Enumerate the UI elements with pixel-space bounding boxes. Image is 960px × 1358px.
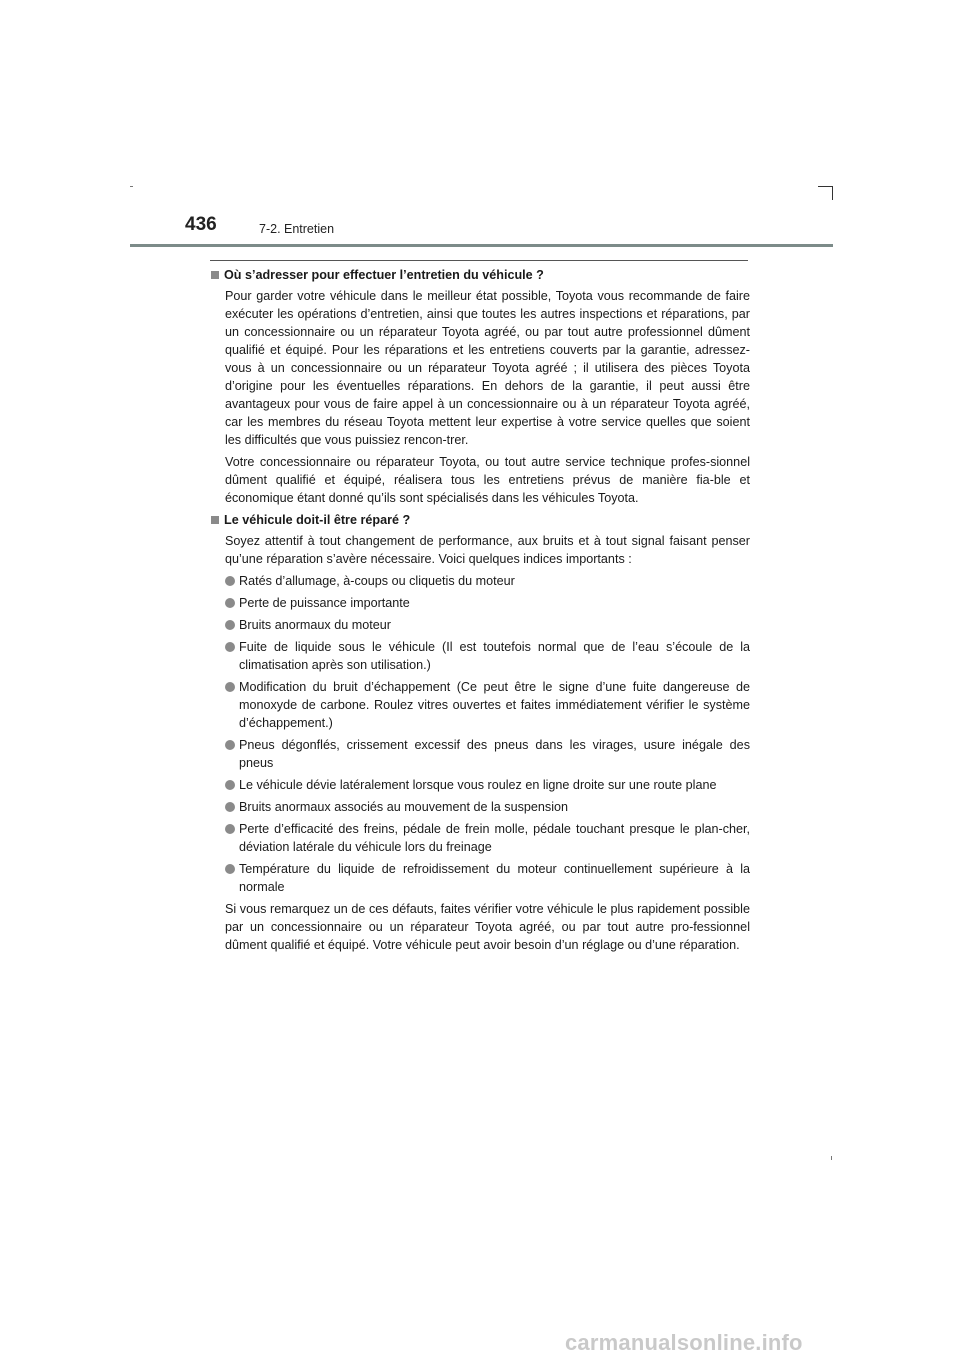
paragraph: Si vous remarquez un de ces défauts, faites vérifier votre véhicule le plus rapidement possible par un concessionnaire ou un réparateur Toyota agréé, ou par tout autre pro-fessionnel dûment qualifié et équipé. Votre véhicule peut avoir besoin d’un réglage ou d’une réparation. bbox=[225, 902, 750, 952]
crop-tick-right bbox=[831, 1156, 832, 1160]
section-heading-text: Où s’adresser pour effectuer l’entretien du véhicule ? bbox=[224, 268, 544, 282]
circle-bullet-icon bbox=[225, 576, 235, 586]
square-icon bbox=[211, 271, 219, 279]
crop-mark-horizontal bbox=[818, 186, 832, 187]
list-item-text: Température du liquide de refroidissement du moteur continuellement supérieure à la normale bbox=[239, 862, 750, 894]
list-item-text: Perte de puissance importante bbox=[239, 596, 410, 610]
paragraph: Votre concessionnaire ou réparateur Toyota, ou tout autre service technique profes-sionnel dûment qualifié et équipé, réalisera tous les entretiens prévus de manière fia-ble et économique étant donné qu’ils sont spécialisés dans les véhicules Toyota. bbox=[225, 455, 750, 505]
list-item-text: Fuite de liquide sous le véhicule (Il est toutefois normal que de l’eau s’écoule de la climatisation après son utilisation.) bbox=[239, 640, 750, 672]
page-content bbox=[210, 266, 750, 958]
circle-bullet-icon bbox=[225, 802, 235, 812]
list-item bbox=[225, 736, 750, 772]
list-item-text: Modification du bruit d’échappement (Ce peut être le signe d’une fuite dangereuse de monoxyde de carbone. Roulez vitres ouvertes et faites immédiatement vérifier le système d’échappement.) bbox=[239, 680, 750, 730]
list-item bbox=[225, 678, 750, 732]
circle-bullet-icon bbox=[225, 740, 235, 750]
list-item bbox=[225, 776, 750, 794]
page-number: 436 bbox=[185, 214, 217, 235]
section-heading-text: Le véhicule doit-il être réparé ? bbox=[224, 513, 411, 527]
list-item-text: Bruits anormaux du moteur bbox=[239, 618, 391, 632]
crop-tick-left bbox=[130, 186, 133, 187]
list-item-text: Perte d’efficacité des freins, pédale de frein molle, pédale touchant presque le plan-cher, déviation latérale du véhicule lors du freinage bbox=[239, 822, 750, 854]
list-item-text: Le véhicule dévie latéralement lorsque vous roulez en ligne droite sur une route plane bbox=[239, 778, 717, 792]
circle-bullet-icon bbox=[225, 620, 235, 630]
paragraph: Soyez attentif à tout changement de performance, aux bruits et à tout signal faisant penser qu’une réparation s’avère nécessaire. Voici quelques indices importants : bbox=[225, 534, 750, 566]
list-item bbox=[225, 616, 750, 634]
list-item bbox=[225, 820, 750, 856]
circle-bullet-icon bbox=[225, 864, 235, 874]
watermark: carmanualsonline.info bbox=[565, 1330, 803, 1355]
circle-bullet-icon bbox=[225, 642, 235, 652]
square-icon bbox=[211, 516, 219, 524]
content-rule bbox=[210, 260, 748, 261]
list-item bbox=[225, 860, 750, 896]
paragraph: Pour garder votre véhicule dans le meilleur état possible, Toyota vous recommande de faire exécuter les opérations d’entretien, ainsi que toutes les autres inspections et réparations, par un concessionnaire ou un réparateur Toyota agréé, ou par tout autre professionnel dûment qualifié et équipé. Pour les réparations et les entretiens couverts par la garantie, adressez-vous à un concessionnaire ou un réparateur Toyota agréé ; il utilisera des pièces Toyota d’origine pour les éventuelles réparations. En dehors de la garantie, il peut aussi être avantageux pour vous de faire appel à un concessionnaire ou à un réparateur Toyota agréé, car les membres du réseau Toyota mettent leur expertise à votre service quelles que soient les difficultés que vous puissiez rencon-trer. bbox=[225, 289, 750, 447]
crop-mark-vertical bbox=[832, 186, 833, 200]
list-item bbox=[225, 798, 750, 816]
section-heading bbox=[210, 511, 750, 529]
section-title: 7-2. Entretien bbox=[259, 222, 335, 236]
section-heading bbox=[210, 266, 750, 284]
list-item bbox=[225, 594, 750, 612]
list-item-text: Bruits anormaux associés au mouvement de la suspension bbox=[239, 800, 569, 814]
circle-bullet-icon bbox=[225, 598, 235, 608]
circle-bullet-icon bbox=[225, 780, 235, 790]
list-item-text: Ratés d’allumage, à-coups ou cliquetis du moteur bbox=[239, 574, 515, 588]
list-item bbox=[225, 638, 750, 674]
list-item bbox=[225, 572, 750, 590]
list-item-text: Pneus dégonflés, crissement excessif des pneus dans les virages, usure inégale des pneus bbox=[239, 738, 750, 770]
header-rule bbox=[130, 244, 833, 247]
circle-bullet-icon bbox=[225, 682, 235, 692]
circle-bullet-icon bbox=[225, 824, 235, 834]
